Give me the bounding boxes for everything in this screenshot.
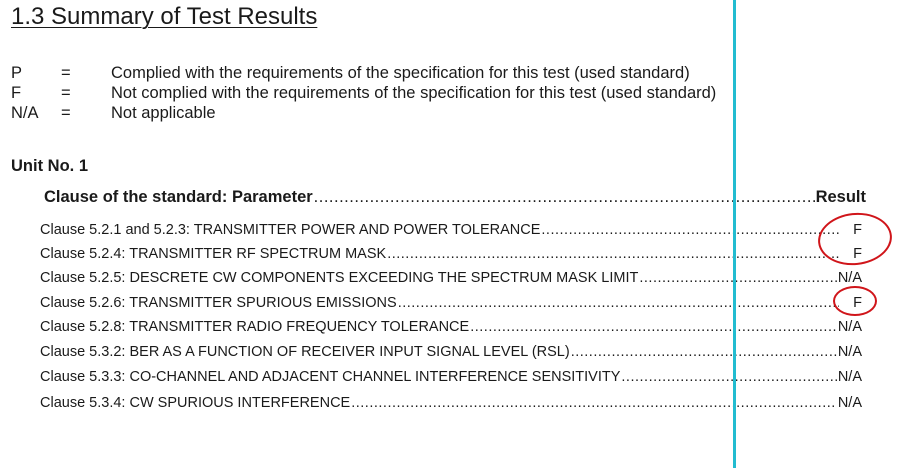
legend-description: Complied with the requirements of the specification for this test (used standard) bbox=[111, 64, 690, 82]
clause-result: N/A bbox=[837, 395, 862, 411]
clause-result: N/A bbox=[837, 369, 862, 385]
table-row bbox=[40, 295, 862, 315]
clause-label: Clause 5.2.1 and 5.2.3: TRANSMITTER POWER AND POWER TOLERANCE bbox=[40, 222, 541, 238]
clause-label: Clause 5.2.4: TRANSMITTER RF SPECTRUM MASK bbox=[40, 246, 387, 262]
clause-label: Clause 5.3.4: CW SPURIOUS INTERFERENCE bbox=[40, 395, 351, 411]
legend-equals: = bbox=[61, 64, 71, 82]
table-row bbox=[40, 246, 862, 266]
legend-description: Not complied with the requirements of the specification for this test (used standard) bbox=[111, 84, 717, 102]
table-row bbox=[40, 270, 862, 290]
leader-dots bbox=[314, 188, 815, 207]
leader-dots bbox=[351, 395, 837, 411]
vertical-guide-line[interactable] bbox=[733, 0, 736, 468]
leader-dots bbox=[387, 246, 839, 262]
clause-result: N/A bbox=[837, 344, 862, 360]
leader-dots bbox=[398, 295, 839, 311]
table-row bbox=[40, 319, 862, 339]
clause-result: N/A bbox=[837, 270, 862, 286]
leader-dots bbox=[470, 319, 837, 335]
clause-label: Clause 5.3.3: CO-CHANNEL AND ADJACENT CHANNEL INTERFERENCE SENSITIVITY bbox=[40, 369, 621, 385]
table-row bbox=[40, 369, 862, 389]
legend-code: P bbox=[11, 64, 23, 82]
leader-dots bbox=[541, 222, 839, 238]
legend-description: Not applicable bbox=[111, 104, 216, 122]
leader-dots bbox=[571, 344, 837, 360]
unit-heading: Unit No. 1 bbox=[11, 157, 88, 175]
clause-label: Clause 5.2.6: TRANSMITTER SPURIOUS EMISSIONS bbox=[40, 295, 397, 311]
clause-result: F bbox=[853, 246, 862, 262]
table-row bbox=[40, 395, 862, 415]
legend-code: F bbox=[11, 84, 22, 102]
clause-result: F bbox=[853, 222, 862, 238]
leader-dots bbox=[621, 369, 836, 385]
clause-result: F bbox=[853, 295, 862, 311]
clause-label: Clause 5.3.2: BER AS A FUNCTION OF RECEIVER INPUT SIGNAL LEVEL (RSL) bbox=[40, 344, 570, 360]
legend-equals: = bbox=[61, 104, 71, 122]
page-title: 1.3 Summary of Test Results bbox=[11, 3, 318, 30]
header-result-label: Result bbox=[815, 188, 866, 206]
legend-equals: = bbox=[61, 84, 71, 102]
legend-code: N/A bbox=[11, 104, 39, 122]
clause-label: Clause 5.2.8: TRANSMITTER RADIO FREQUENCY TOLERANCE bbox=[40, 319, 470, 335]
header-parameter-label: Clause of the standard: Parameter bbox=[44, 188, 313, 206]
leader-dots bbox=[639, 270, 836, 286]
clause-label: Clause 5.2.5: DESCRETE CW COMPONENTS EXCEEDING THE SPECTRUM MASK LIMIT bbox=[40, 270, 639, 286]
table-row bbox=[40, 222, 862, 242]
annotation-circle bbox=[833, 286, 877, 316]
clause-result: N/A bbox=[837, 319, 862, 335]
table-row bbox=[40, 344, 862, 364]
table-header bbox=[44, 188, 866, 210]
